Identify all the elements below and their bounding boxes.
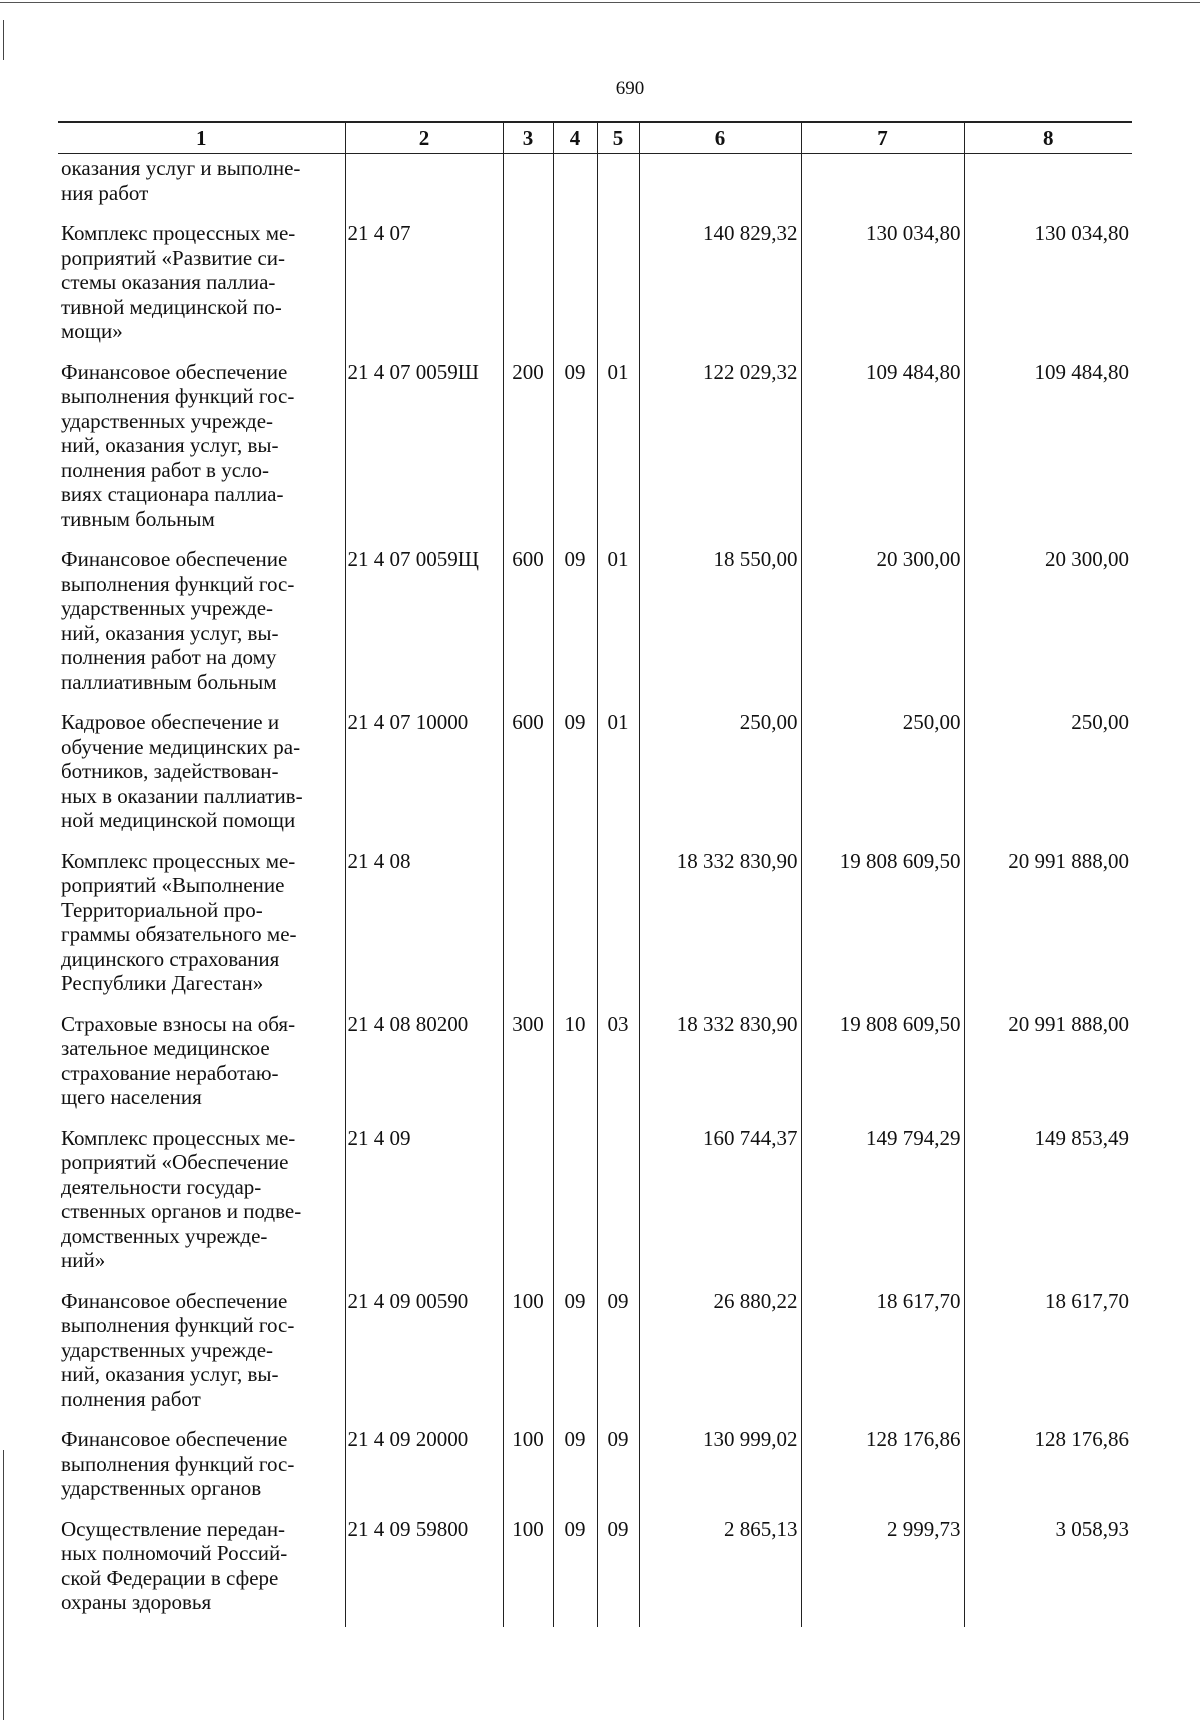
row-col4: 09 xyxy=(553,1287,597,1426)
row-col5: 01 xyxy=(597,708,639,847)
column-header-8: 8 xyxy=(964,122,1132,154)
table-row xyxy=(58,545,1132,708)
table-row xyxy=(58,708,1132,847)
table-body xyxy=(58,154,1132,1627)
row-col3 xyxy=(503,154,553,220)
row-value-8: 128 176,86 xyxy=(964,1425,1132,1515)
row-col5: 09 xyxy=(597,1425,639,1515)
row-value-7: 109 484,80 xyxy=(801,358,964,546)
row-code: 21 4 08 xyxy=(345,847,503,1010)
row-value-6: 140 829,32 xyxy=(639,219,801,358)
row-col4: 09 xyxy=(553,708,597,847)
row-col4: 09 xyxy=(553,545,597,708)
row-col4 xyxy=(553,154,597,220)
row-col5: 09 xyxy=(597,1287,639,1426)
row-value-7 xyxy=(801,154,964,220)
row-description: Осуществление передан- ных полномочий Россий- ской Федерации в сфере охраны здоровья xyxy=(61,1516,288,1614)
table-row xyxy=(58,1425,1132,1515)
row-value-6 xyxy=(639,154,801,220)
row-description: оказания услуг и выполне- ния работ xyxy=(61,156,301,205)
column-header-3: 3 xyxy=(503,122,553,154)
column-header-6: 6 xyxy=(639,122,801,154)
row-col3 xyxy=(503,1124,553,1287)
row-col3 xyxy=(503,847,553,1010)
row-value-6: 250,00 xyxy=(639,708,801,847)
header-row xyxy=(58,122,1132,154)
column-header-4: 4 xyxy=(553,122,597,154)
row-description: Кадровое обеспечение и обучение медицинских ра- ботников, задействован- ных в оказании паллиатив- ной медицинской помощи xyxy=(61,710,303,832)
column-header-5: 5 xyxy=(597,122,639,154)
row-value-8 xyxy=(964,154,1132,220)
row-description: Финансовое обеспечение выполнения функций гос- ударственных органов xyxy=(61,1427,295,1500)
row-col5: 01 xyxy=(597,358,639,546)
row-value-8: 20 991 888,00 xyxy=(964,847,1132,1010)
row-value-7: 19 808 609,50 xyxy=(801,847,964,1010)
row-value-7: 149 794,29 xyxy=(801,1124,964,1287)
row-col4: 09 xyxy=(553,1515,597,1627)
row-value-6: 130 999,02 xyxy=(639,1425,801,1515)
column-header-7: 7 xyxy=(801,122,964,154)
row-value-8: 250,00 xyxy=(964,708,1132,847)
scan-top-edge xyxy=(0,2,1200,3)
row-value-7: 250,00 xyxy=(801,708,964,847)
row-description: Комплекс процессных ме- роприятий «Выполнение Территориальной про- граммы обязательного ме- дицинского страхования Республики Дагестан» xyxy=(61,848,297,995)
row-col4 xyxy=(553,1124,597,1287)
row-col4: 09 xyxy=(553,358,597,546)
column-header-2: 2 xyxy=(345,122,503,154)
row-col4: 10 xyxy=(553,1010,597,1124)
row-col5: 01 xyxy=(597,545,639,708)
row-col3: 600 xyxy=(503,708,553,847)
row-col3: 100 xyxy=(503,1515,553,1627)
row-description: Страховые взносы на обя- зательное медицинское страхование неработаю- щего населения xyxy=(61,1011,296,1109)
row-code: 21 4 07 0059Щ xyxy=(345,545,503,708)
row-value-8: 20 991 888,00 xyxy=(964,1010,1132,1124)
row-value-8: 109 484,80 xyxy=(964,358,1132,546)
row-value-8: 3 058,93 xyxy=(964,1515,1132,1627)
row-code: 21 4 09 20000 xyxy=(345,1425,503,1515)
row-code: 21 4 07 10000 xyxy=(345,708,503,847)
row-value-7: 128 176,86 xyxy=(801,1425,964,1515)
row-description: Финансовое обеспечение выполнения функций гос- ударственных учрежде- ний, оказания услуг, вы- полнения работ xyxy=(61,1288,295,1411)
row-col5 xyxy=(597,1124,639,1287)
row-value-7: 18 617,70 xyxy=(801,1287,964,1426)
row-code: 21 4 07 0059Ш xyxy=(345,358,503,546)
row-col5 xyxy=(597,154,639,220)
budget-table xyxy=(58,121,1132,1627)
row-value-6: 2 865,13 xyxy=(639,1515,801,1627)
page-number: 690 xyxy=(615,78,645,99)
row-description: Финансовое обеспечение выполнения функций гос- ударственных учрежде- ний, оказания услуг, вы- полнения работ на дому паллиативным больным xyxy=(61,547,295,694)
row-value-6: 18 332 830,90 xyxy=(639,1010,801,1124)
row-col4 xyxy=(553,847,597,1010)
row-col3: 300 xyxy=(503,1010,553,1124)
row-col4: 09 xyxy=(553,1425,597,1515)
row-code: 21 4 09 00590 xyxy=(345,1287,503,1426)
row-col5 xyxy=(597,847,639,1010)
table-row xyxy=(58,1515,1132,1627)
row-value-7: 130 034,80 xyxy=(801,219,964,358)
table-row xyxy=(58,847,1132,1010)
row-code: 21 4 08 80200 xyxy=(345,1010,503,1124)
table-row xyxy=(58,1124,1132,1287)
row-value-7: 20 300,00 xyxy=(801,545,964,708)
row-col3: 200 xyxy=(503,358,553,546)
row-value-6: 122 029,32 xyxy=(639,358,801,546)
table-row xyxy=(58,154,1132,220)
table-row xyxy=(58,219,1132,358)
row-col4 xyxy=(553,219,597,358)
row-value-7: 19 808 609,50 xyxy=(801,1010,964,1124)
table-row xyxy=(58,1010,1132,1124)
row-description: Финансовое обеспечение выполнения функций гос- ударственных учрежде- ний, оказания услуг, вы- полнения работ в усло- виях стационара паллиа- тивным больным xyxy=(61,359,295,531)
row-col5: 03 xyxy=(597,1010,639,1124)
table-row xyxy=(58,358,1132,546)
row-code xyxy=(345,154,503,220)
row-value-6: 18 550,00 xyxy=(639,545,801,708)
scan-left-mark xyxy=(3,1450,4,1720)
row-code: 21 4 09 59800 xyxy=(345,1515,503,1627)
row-value-7: 2 999,73 xyxy=(801,1515,964,1627)
scan-left-mark xyxy=(3,20,4,60)
row-description: Комплекс процессных ме- роприятий «Обеспечение деятельности государ- ственных органов и подве- домственных учрежде- ний» xyxy=(61,1125,302,1272)
row-value-6: 18 332 830,90 xyxy=(639,847,801,1010)
row-col5 xyxy=(597,219,639,358)
row-description: Комплекс процессных ме- роприятий «Развитие си- стемы оказания паллиа- тивной медицинской по- мощи» xyxy=(61,221,296,343)
row-col3 xyxy=(503,219,553,358)
row-col3: 100 xyxy=(503,1287,553,1426)
row-col5: 09 xyxy=(597,1515,639,1627)
row-value-8: 20 300,00 xyxy=(964,545,1132,708)
row-code: 21 4 09 xyxy=(345,1124,503,1287)
column-header-1: 1 xyxy=(58,122,345,154)
row-col3: 600 xyxy=(503,545,553,708)
row-value-6: 160 744,37 xyxy=(639,1124,801,1287)
row-value-8: 149 853,49 xyxy=(964,1124,1132,1287)
row-value-8: 130 034,80 xyxy=(964,219,1132,358)
table-row xyxy=(58,1287,1132,1426)
row-value-6: 26 880,22 xyxy=(639,1287,801,1426)
row-code: 21 4 07 xyxy=(345,219,503,358)
row-col3: 100 xyxy=(503,1425,553,1515)
row-value-8: 18 617,70 xyxy=(964,1287,1132,1426)
